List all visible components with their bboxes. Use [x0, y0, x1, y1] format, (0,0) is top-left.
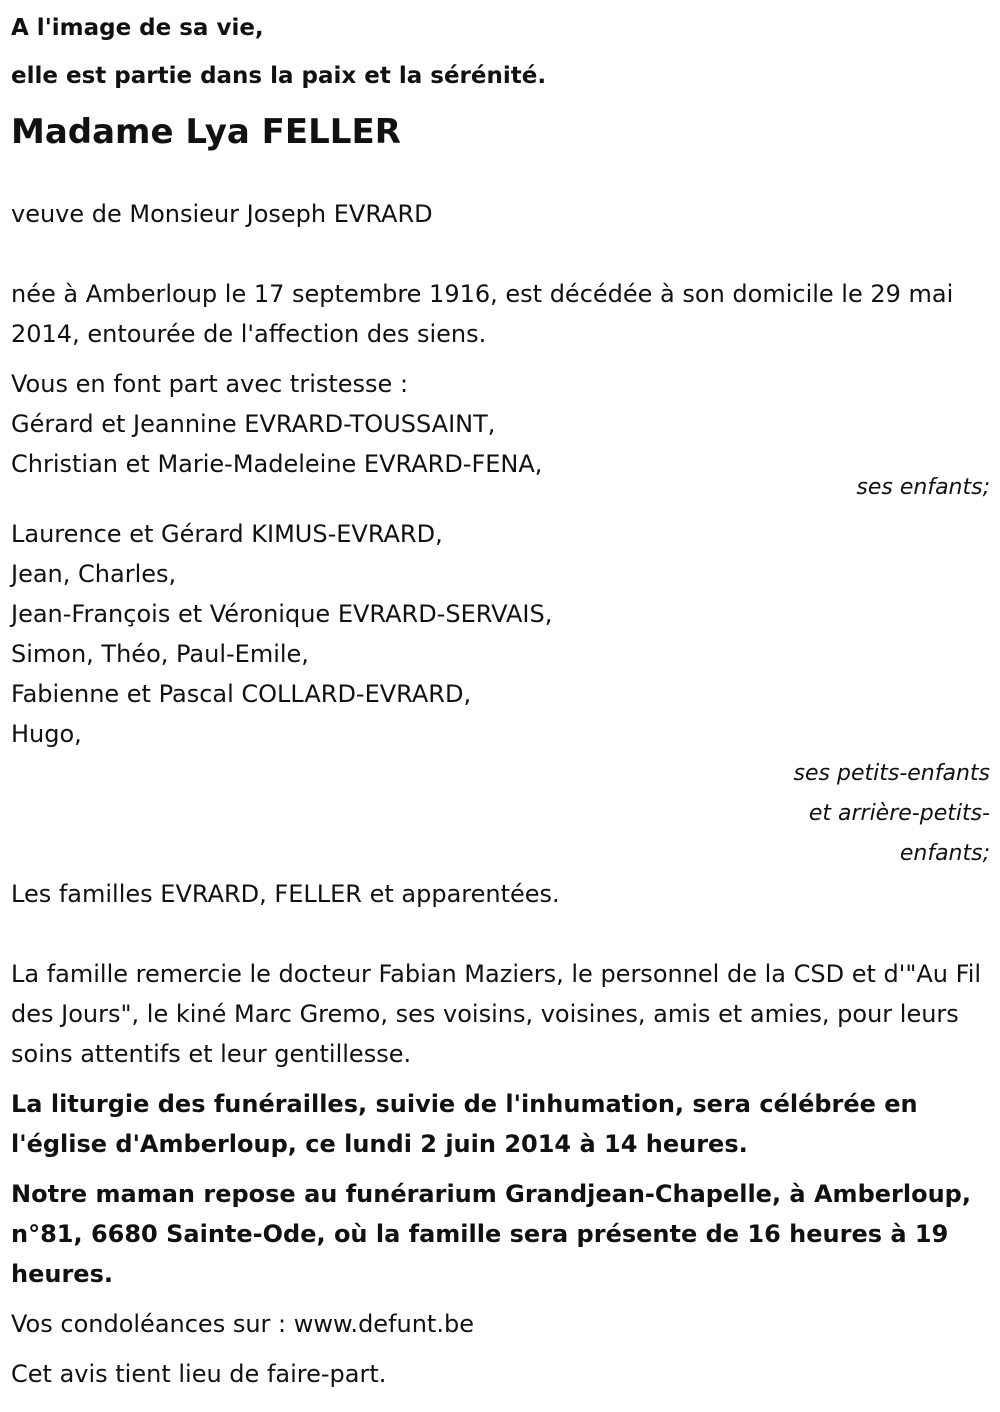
thanks-paragraph: La famille remercie le docteur Fabian Maziers, le personnel de la CSD et d'"Au Fil des Jours", le kiné Marc Gremo, ses voisins, voisines, amis et amies, pour leurs soins attentifs et leur gentillesse.	[11, 960, 982, 1068]
intro-line-1: A l'image de sa vie,	[11, 15, 264, 41]
list-item: Simon, Théo, Paul-Emile,	[11, 640, 309, 668]
list-item: Gérard et Jeannine EVRARD-TOUSSAINT,	[11, 410, 496, 438]
families: Les familles EVRARD, FELLER et apparentées.	[11, 880, 560, 908]
intro-line-2: elle est partie dans la paix et la sérénité.	[11, 63, 547, 89]
condolences: Vos condoléances sur : www.defunt.be	[11, 1310, 474, 1338]
widow-of: veuve de Monsieur Joseph EVRARD	[11, 200, 433, 228]
birth-death-paragraph: née à Amberloup le 17 septembre 1916, est décédée à son domicile le 29 mai 2014, entourée de l'affection des siens.	[11, 280, 954, 348]
children-label: ses enfants;	[856, 475, 990, 500]
notice-statement: Cet avis tient lieu de faire-part.	[11, 1360, 387, 1388]
grandchildren-label-line-3: enfants;	[899, 841, 990, 866]
grandchildren-label	[11, 754, 990, 874]
list-item: Hugo,	[11, 720, 82, 748]
funerarium-paragraph: Notre maman repose au funérarium Grandjean-Chapelle, à Amberloup, n°81, 6680 Sainte-Ode, où la famille sera présente de 16 heures à 19 heures.	[11, 1180, 971, 1288]
list-item: Fabienne et Pascal COLLARD-EVRARD,	[11, 680, 472, 708]
list-item: Jean, Charles,	[11, 560, 177, 588]
list-item: Jean-François et Véronique EVRARD-SERVAIS,	[11, 600, 553, 628]
list-item: Christian et Marie-Madeleine EVRARD-FENA,	[11, 450, 543, 478]
grandchildren-label-line-2: et arrière-petits-	[808, 801, 990, 826]
liturgy-paragraph: La liturgie des funérailles, suivie de l'inhumation, sera célébrée en l'église d'Amberloup, ce lundi 2 juin 2014 à 14 heures.	[11, 1090, 918, 1158]
announcement: Vous en font part avec tristesse :	[11, 370, 409, 398]
grandchildren-label-line-1: ses petits-enfants	[793, 761, 990, 786]
list-item: Laurence et Gérard KIMUS-EVRARD,	[11, 520, 443, 548]
grandchildren-list	[11, 514, 990, 754]
deceased-name: Madame Lya FELLER	[11, 112, 401, 152]
